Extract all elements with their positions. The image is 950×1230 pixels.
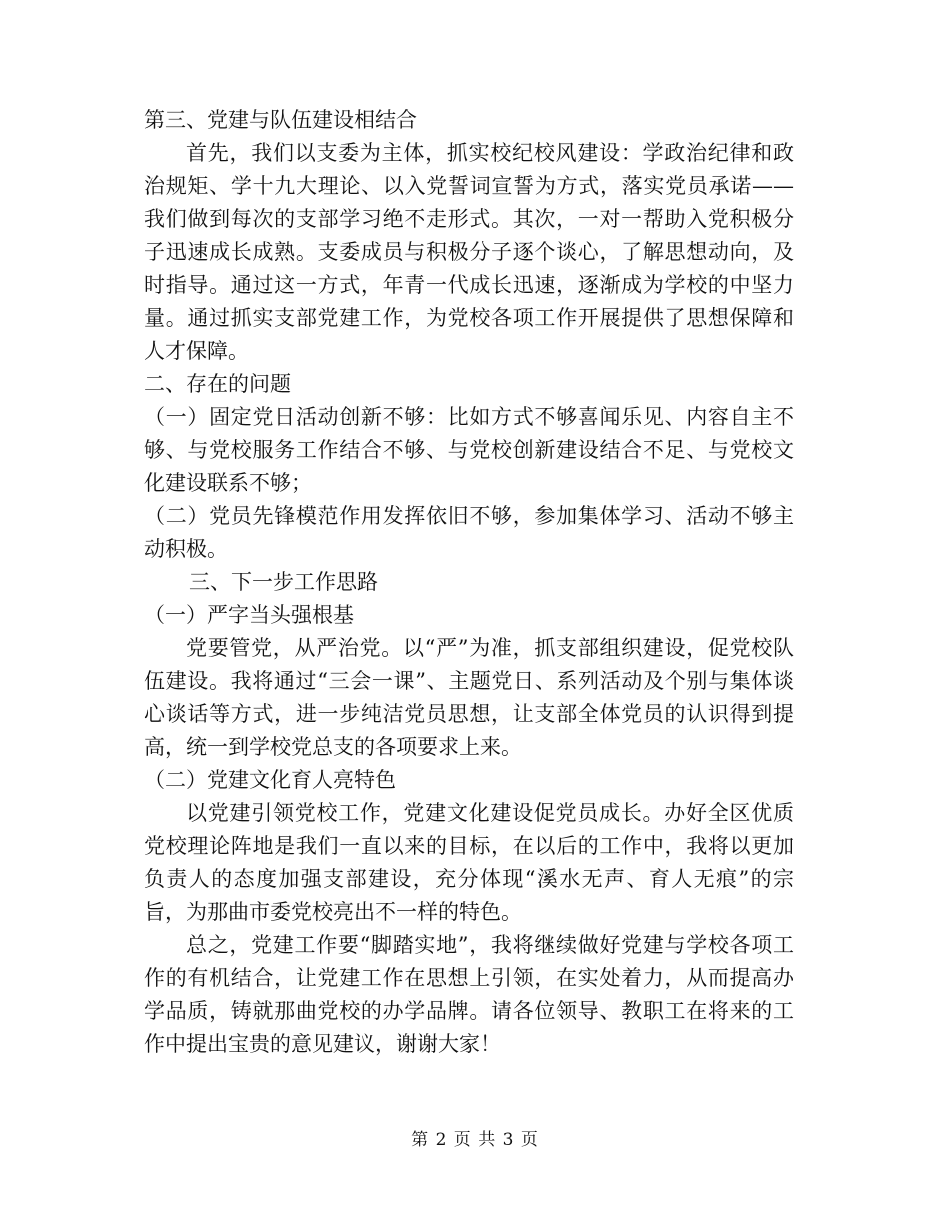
list-item-problem-2: （二）党员先锋模范作用发挥依旧不够，参加集体学习、活动不够主动积极。 xyxy=(144,504,794,561)
list-item-problem-1: （一）固定党日活动创新不够：比如方式不够喜闻乐见、内容自主不够、与党校服务工作结合不够、与党校创新建设结合不足、与党校文化建设联系不够； xyxy=(144,405,794,495)
section-heading-3: 第三、党建与队伍建设相结合 xyxy=(144,108,417,132)
page-number-footer: 第 2 页 共 3 页 xyxy=(411,1130,539,1150)
section-heading-problems: 二、存在的问题 xyxy=(144,372,291,396)
sub-heading-2: （二）党建文化育人亮特色 xyxy=(144,768,396,792)
body-paragraph: 党要管党，从严治党。以“严”为准，抓支部组织建设，促党校队伍建设。我将通过“三会一课”、主题党日、系列活动及个别与集体谈心谈话等方式，进一步纯洁党员思想，让支部全体党员的认识得到提高，统一到学校党总支的各项要求上来。 xyxy=(144,636,794,759)
body-paragraph: 首先，我们以支委为主体，抓实校纪校风建设：学政治纪律和政治规矩、学十九大理论、以入党誓词宣誓为方式，落实党员承诺——我们做到每次的支部学习绝不走形式。其次，一对一帮助入党积极分子迅速成长成熟。支委成员与积极分子逐个谈心，了解思想动向，及时指导。通过这一方式，年青一代成长迅速，逐渐成为学校的中坚力量。通过抓实支部党建工作，为党校各项工作开展提供了思想保障和人才保障。 xyxy=(144,141,794,363)
section-heading-next-steps: 三、下一步工作思路 xyxy=(189,570,378,594)
closing-paragraph: 总之，党建工作要“脚踏实地”，我将继续做好党建与学校各项工作的有机结合，让党建工作在思想上引领，在实处着力，从而提高办学品质，铸就那曲党校的办学品牌。请各位领导、教职工在将来的工作中提出宝贵的意见建议，谢谢大家！ xyxy=(144,933,794,1056)
sub-heading-1: （一）严字当头强根基 xyxy=(144,603,354,627)
document-body xyxy=(144,104,794,1061)
body-paragraph: 以党建引领党校工作，党建文化建设促党员成长。办好全区优质党校理论阵地是我们一直以来的目标，在以后的工作中，我将以更加负责人的态度加强支部建设，充分体现“溪水无声、育人无痕”的宗旨，为那曲市委党校亮出不一样的特色。 xyxy=(144,801,794,924)
